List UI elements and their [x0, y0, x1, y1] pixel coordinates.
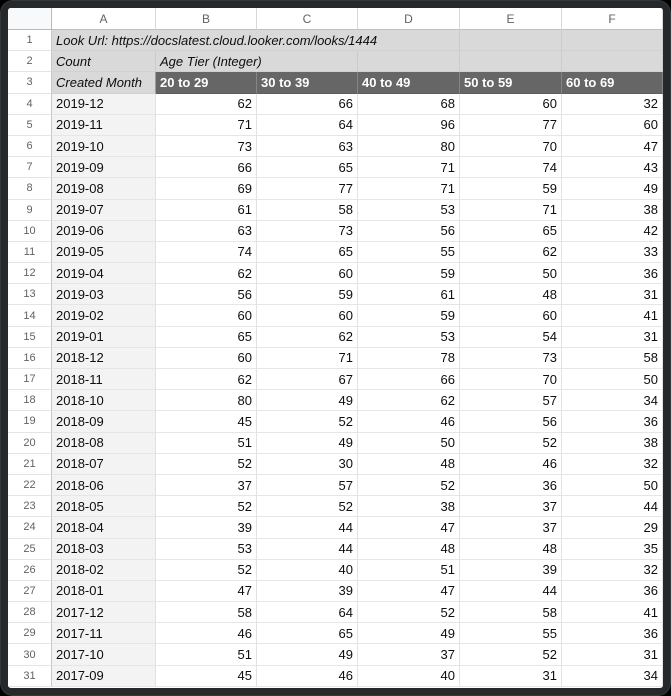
- column-header-d[interactable]: D: [358, 8, 460, 30]
- cell-E24[interactable]: 37: [460, 517, 562, 538]
- cell-E15[interactable]: 54: [460, 327, 562, 348]
- cell-E16[interactable]: 73: [460, 348, 562, 369]
- cell-F21[interactable]: 32: [562, 454, 663, 475]
- cell-D15[interactable]: 53: [358, 327, 460, 348]
- cell-F20[interactable]: 38: [562, 433, 663, 454]
- cell-C27[interactable]: 39: [257, 581, 358, 602]
- cell-B19[interactable]: 45: [156, 411, 257, 432]
- cell-D23[interactable]: 38: [358, 496, 460, 517]
- cell-E2[interactable]: [460, 51, 562, 72]
- cell-B22[interactable]: 37: [156, 475, 257, 496]
- cell-F30[interactable]: 31: [562, 644, 663, 665]
- cell-E21[interactable]: 46: [460, 454, 562, 475]
- row-number-15[interactable]: 15: [8, 327, 52, 348]
- row-number-27[interactable]: 27: [8, 581, 52, 602]
- cell-A10[interactable]: 2019-06: [52, 221, 156, 242]
- cell-C24[interactable]: 44: [257, 517, 358, 538]
- column-header-row: [8, 8, 663, 30]
- cell-E11[interactable]: 62: [460, 242, 562, 263]
- row-number-3[interactable]: 3: [8, 72, 52, 93]
- cell-F4[interactable]: 32: [562, 94, 663, 115]
- cell-A26[interactable]: 2018-02: [52, 560, 156, 581]
- cell-A23[interactable]: 2018-05: [52, 496, 156, 517]
- cell-C7[interactable]: 65: [257, 157, 358, 178]
- cell-F5[interactable]: 60: [562, 115, 663, 136]
- sheet-row-12: [8, 263, 663, 284]
- cell-E5[interactable]: 77: [460, 115, 562, 136]
- row-number-26[interactable]: 26: [8, 560, 52, 581]
- cell-F3[interactable]: 60 to 69: [562, 72, 663, 93]
- cell-D21[interactable]: 48: [358, 454, 460, 475]
- cell-A4[interactable]: 2019-12: [52, 94, 156, 115]
- cell-C5[interactable]: 64: [257, 115, 358, 136]
- cell-F16[interactable]: 58: [562, 348, 663, 369]
- cell-D19[interactable]: 46: [358, 411, 460, 432]
- sheet-row-21: [8, 454, 663, 475]
- cell-B5[interactable]: 71: [156, 115, 257, 136]
- cell-E17[interactable]: 70: [460, 369, 562, 390]
- cell-B11[interactable]: 74: [156, 242, 257, 263]
- cell-E10[interactable]: 65: [460, 221, 562, 242]
- cell-D27[interactable]: 47: [358, 581, 460, 602]
- cell-D24[interactable]: 47: [358, 517, 460, 538]
- cell-F7[interactable]: 43: [562, 157, 663, 178]
- cell-C2[interactable]: [257, 51, 358, 72]
- row-number-24[interactable]: 24: [8, 517, 52, 538]
- cell-A18[interactable]: 2018-10: [52, 390, 156, 411]
- row-number-13[interactable]: 13: [8, 284, 52, 305]
- row-number-14[interactable]: 14: [8, 305, 52, 326]
- column-header-f[interactable]: F: [562, 8, 663, 30]
- cell-C22[interactable]: 57: [257, 475, 358, 496]
- row-number-11[interactable]: 11: [8, 242, 52, 263]
- sheet-row-17: [8, 369, 663, 390]
- row-number-17[interactable]: 17: [8, 369, 52, 390]
- cell-C18[interactable]: 49: [257, 390, 358, 411]
- cell-D6[interactable]: 80: [358, 136, 460, 157]
- cell-B7[interactable]: 66: [156, 157, 257, 178]
- cell-A1[interactable]: Look Url: https://docslatest.cloud.looker.com/looks/1444: [52, 30, 156, 51]
- cell-F8[interactable]: 49: [562, 178, 663, 199]
- cell-A5[interactable]: 2019-11: [52, 115, 156, 136]
- cell-A8[interactable]: 2019-08: [52, 178, 156, 199]
- cell-C11[interactable]: 65: [257, 242, 358, 263]
- cell-D17[interactable]: 66: [358, 369, 460, 390]
- row-number-16[interactable]: 16: [8, 348, 52, 369]
- sheet-row-7: [8, 157, 663, 178]
- row-number-22[interactable]: 22: [8, 475, 52, 496]
- select-all-corner[interactable]: [8, 8, 52, 30]
- sheet-row-22: [8, 475, 663, 496]
- cell-A25[interactable]: 2018-03: [52, 539, 156, 560]
- cell-F18[interactable]: 34: [562, 390, 663, 411]
- cell-C19[interactable]: 52: [257, 411, 358, 432]
- row-number-20[interactable]: 20: [8, 433, 52, 454]
- cell-D5[interactable]: 96: [358, 115, 460, 136]
- cell-E26[interactable]: 39: [460, 560, 562, 581]
- cell-D30[interactable]: 37: [358, 644, 460, 665]
- row-number-28[interactable]: 28: [8, 602, 52, 623]
- row-number-5[interactable]: 5: [8, 115, 52, 136]
- cell-D7[interactable]: 71: [358, 157, 460, 178]
- cell-C28[interactable]: 64: [257, 602, 358, 623]
- row-number-21[interactable]: 21: [8, 454, 52, 475]
- cell-A29[interactable]: 2017-11: [52, 623, 156, 644]
- cell-B28[interactable]: 58: [156, 602, 257, 623]
- cell-E28[interactable]: 58: [460, 602, 562, 623]
- row-number-31[interactable]: 31: [8, 666, 52, 687]
- cell-A14[interactable]: 2019-02: [52, 305, 156, 326]
- cell-E6[interactable]: 70: [460, 136, 562, 157]
- cell-D10[interactable]: 56: [358, 221, 460, 242]
- cell-F29[interactable]: 36: [562, 623, 663, 644]
- cell-A12[interactable]: 2019-04: [52, 263, 156, 284]
- sheet-row-25: [8, 539, 663, 560]
- row-number-10[interactable]: 10: [8, 221, 52, 242]
- cell-D22[interactable]: 52: [358, 475, 460, 496]
- cell-B30[interactable]: 51: [156, 644, 257, 665]
- cell-E8[interactable]: 59: [460, 178, 562, 199]
- cell-C15[interactable]: 62: [257, 327, 358, 348]
- cell-E20[interactable]: 52: [460, 433, 562, 454]
- row-number-9[interactable]: 9: [8, 200, 52, 221]
- cell-E13[interactable]: 48: [460, 284, 562, 305]
- cell-B31[interactable]: 45: [156, 666, 257, 687]
- cell-F26[interactable]: 32: [562, 560, 663, 581]
- cell-D28[interactable]: 52: [358, 602, 460, 623]
- cell-F17[interactable]: 50: [562, 369, 663, 390]
- cell-B17[interactable]: 62: [156, 369, 257, 390]
- cell-C23[interactable]: 52: [257, 496, 358, 517]
- cell-A15[interactable]: 2019-01: [52, 327, 156, 348]
- sheet-row-10: [8, 221, 663, 242]
- cell-D3[interactable]: 40 to 49: [358, 72, 460, 93]
- sheet-row-26: [8, 560, 663, 581]
- column-header-a[interactable]: A: [52, 8, 156, 30]
- cell-A2[interactable]: Count: [52, 51, 156, 72]
- cell-B9[interactable]: 61: [156, 200, 257, 221]
- cell-A20[interactable]: 2018-08: [52, 433, 156, 454]
- cell-E1[interactable]: [460, 30, 562, 51]
- sheet-row-27: [8, 581, 663, 602]
- row-number-8[interactable]: 8: [8, 178, 52, 199]
- row-number-25[interactable]: 25: [8, 539, 52, 560]
- cell-A9[interactable]: 2019-07: [52, 200, 156, 221]
- cell-E31[interactable]: 31: [460, 666, 562, 687]
- cell-B4[interactable]: 62: [156, 94, 257, 115]
- cell-E19[interactable]: 56: [460, 411, 562, 432]
- cell-B29[interactable]: 46: [156, 623, 257, 644]
- cell-E7[interactable]: 74: [460, 157, 562, 178]
- sheet-row-3: [8, 72, 663, 93]
- row-number-2[interactable]: 2: [8, 51, 52, 72]
- sheet-row-31: [8, 666, 663, 687]
- cell-F11[interactable]: 33: [562, 242, 663, 263]
- cell-B15[interactable]: 65: [156, 327, 257, 348]
- sheet-row-23: [8, 496, 663, 517]
- row-number-4[interactable]: 4: [8, 94, 52, 115]
- cell-A27[interactable]: 2018-01: [52, 581, 156, 602]
- cell-E9[interactable]: 71: [460, 200, 562, 221]
- cell-A7[interactable]: 2019-09: [52, 157, 156, 178]
- cell-B23[interactable]: 52: [156, 496, 257, 517]
- cell-B16[interactable]: 60: [156, 348, 257, 369]
- cell-D13[interactable]: 61: [358, 284, 460, 305]
- cell-A17[interactable]: 2018-11: [52, 369, 156, 390]
- cell-E18[interactable]: 57: [460, 390, 562, 411]
- cell-C8[interactable]: 77: [257, 178, 358, 199]
- cell-E14[interactable]: 60: [460, 305, 562, 326]
- cell-D16[interactable]: 78: [358, 348, 460, 369]
- cell-D25[interactable]: 48: [358, 539, 460, 560]
- sheet-row-18: [8, 390, 663, 411]
- cell-B27[interactable]: 47: [156, 581, 257, 602]
- cell-C10[interactable]: 73: [257, 221, 358, 242]
- sheet-row-20: [8, 433, 663, 454]
- cell-F13[interactable]: 31: [562, 284, 663, 305]
- cell-D8[interactable]: 71: [358, 178, 460, 199]
- cell-A30[interactable]: 2017-10: [52, 644, 156, 665]
- cell-B13[interactable]: 56: [156, 284, 257, 305]
- cell-C16[interactable]: 71: [257, 348, 358, 369]
- cell-D2[interactable]: [358, 51, 460, 72]
- sheet-row-28: [8, 602, 663, 623]
- sheet-row-11: [8, 242, 663, 263]
- row-number-7[interactable]: 7: [8, 157, 52, 178]
- cell-D14[interactable]: 59: [358, 305, 460, 326]
- cell-B8[interactable]: 69: [156, 178, 257, 199]
- cell-C14[interactable]: 60: [257, 305, 358, 326]
- sheet-row-1: [8, 30, 663, 51]
- cell-B10[interactable]: 63: [156, 221, 257, 242]
- cell-A3[interactable]: Created Month: [52, 72, 156, 93]
- cell-D18[interactable]: 62: [358, 390, 460, 411]
- cell-E3[interactable]: 50 to 59: [460, 72, 562, 93]
- sheet-row-19: [8, 411, 663, 432]
- cell-C6[interactable]: 63: [257, 136, 358, 157]
- row-number-12[interactable]: 12: [8, 263, 52, 284]
- cell-E23[interactable]: 37: [460, 496, 562, 517]
- cell-B18[interactable]: 80: [156, 390, 257, 411]
- sheet-row-8: [8, 178, 663, 199]
- cell-C20[interactable]: 49: [257, 433, 358, 454]
- cell-E27[interactable]: 44: [460, 581, 562, 602]
- cell-F28[interactable]: 41: [562, 602, 663, 623]
- row-number-18[interactable]: 18: [8, 390, 52, 411]
- cell-A24[interactable]: 2018-04: [52, 517, 156, 538]
- cell-F25[interactable]: 35: [562, 539, 663, 560]
- column-header-c[interactable]: C: [257, 8, 358, 30]
- sheet-rows: [8, 30, 663, 688]
- spreadsheet: [8, 8, 663, 688]
- cell-B26[interactable]: 52: [156, 560, 257, 581]
- sheet-row-29: [8, 623, 663, 644]
- cell-A28[interactable]: 2017-12: [52, 602, 156, 623]
- cell-F14[interactable]: 41: [562, 305, 663, 326]
- cell-D12[interactable]: 59: [358, 263, 460, 284]
- cell-A21[interactable]: 2018-07: [52, 454, 156, 475]
- cell-F19[interactable]: 36: [562, 411, 663, 432]
- cell-C31[interactable]: 46: [257, 666, 358, 687]
- cell-C25[interactable]: 44: [257, 539, 358, 560]
- cell-B20[interactable]: 51: [156, 433, 257, 454]
- cell-D26[interactable]: 51: [358, 560, 460, 581]
- cell-E22[interactable]: 36: [460, 475, 562, 496]
- cell-F15[interactable]: 31: [562, 327, 663, 348]
- sheet-row-15: [8, 327, 663, 348]
- cell-D9[interactable]: 53: [358, 200, 460, 221]
- cell-A31[interactable]: 2017-09: [52, 666, 156, 687]
- cell-B25[interactable]: 53: [156, 539, 257, 560]
- sheet-row-14: [8, 305, 663, 326]
- cell-B21[interactable]: 52: [156, 454, 257, 475]
- cell-B14[interactable]: 60: [156, 305, 257, 326]
- sheet-row-2: [8, 51, 663, 72]
- column-header-b[interactable]: B: [156, 8, 257, 30]
- cell-B24[interactable]: 39: [156, 517, 257, 538]
- row-number-1[interactable]: 1: [8, 30, 52, 51]
- cell-C21[interactable]: 30: [257, 454, 358, 475]
- cell-F1[interactable]: [562, 30, 663, 51]
- cell-C13[interactable]: 59: [257, 284, 358, 305]
- cell-F27[interactable]: 36: [562, 581, 663, 602]
- cell-D29[interactable]: 49: [358, 623, 460, 644]
- cell-D4[interactable]: 68: [358, 94, 460, 115]
- cell-A16[interactable]: 2018-12: [52, 348, 156, 369]
- cell-F6[interactable]: 47: [562, 136, 663, 157]
- cell-F9[interactable]: 38: [562, 200, 663, 221]
- row-number-19[interactable]: 19: [8, 411, 52, 432]
- cell-D31[interactable]: 40: [358, 666, 460, 687]
- cell-C30[interactable]: 49: [257, 644, 358, 665]
- cell-F2[interactable]: [562, 51, 663, 72]
- cell-C12[interactable]: 60: [257, 263, 358, 284]
- cell-A11[interactable]: 2019-05: [52, 242, 156, 263]
- cell-E25[interactable]: 48: [460, 539, 562, 560]
- sheet-row-30: [8, 644, 663, 665]
- cell-B6[interactable]: 73: [156, 136, 257, 157]
- sheet-row-5: [8, 115, 663, 136]
- cell-A22[interactable]: 2018-06: [52, 475, 156, 496]
- cell-A19[interactable]: 2018-09: [52, 411, 156, 432]
- cell-B12[interactable]: 62: [156, 263, 257, 284]
- sheet-row-4: [8, 94, 663, 115]
- row-number-6[interactable]: 6: [8, 136, 52, 157]
- cell-D11[interactable]: 55: [358, 242, 460, 263]
- sheet-row-16: [8, 348, 663, 369]
- row-number-30[interactable]: 30: [8, 644, 52, 665]
- row-number-23[interactable]: 23: [8, 496, 52, 517]
- sheet-row-6: [8, 136, 663, 157]
- cell-C4[interactable]: 66: [257, 94, 358, 115]
- cell-E4[interactable]: 60: [460, 94, 562, 115]
- sheet-row-9: [8, 200, 663, 221]
- cell-F23[interactable]: 44: [562, 496, 663, 517]
- cell-F31[interactable]: 34: [562, 666, 663, 687]
- cell-F24[interactable]: 29: [562, 517, 663, 538]
- cell-E30[interactable]: 52: [460, 644, 562, 665]
- cell-E29[interactable]: 55: [460, 623, 562, 644]
- sheet-row-24: [8, 517, 663, 538]
- cell-F12[interactable]: 36: [562, 263, 663, 284]
- column-header-e[interactable]: E: [460, 8, 562, 30]
- cell-F22[interactable]: 50: [562, 475, 663, 496]
- cell-B3[interactable]: 20 to 29: [156, 72, 257, 93]
- cell-D20[interactable]: 50: [358, 433, 460, 454]
- cell-C9[interactable]: 58: [257, 200, 358, 221]
- cell-C29[interactable]: 65: [257, 623, 358, 644]
- cell-C26[interactable]: 40: [257, 560, 358, 581]
- cell-C17[interactable]: 67: [257, 369, 358, 390]
- cell-B2[interactable]: Age Tier (Integer): [156, 51, 257, 72]
- sheet-row-13: [8, 284, 663, 305]
- cell-C3[interactable]: 30 to 39: [257, 72, 358, 93]
- cell-F10[interactable]: 42: [562, 221, 663, 242]
- cell-E12[interactable]: 50: [460, 263, 562, 284]
- cell-A6[interactable]: 2019-10: [52, 136, 156, 157]
- cell-A13[interactable]: 2019-03: [52, 284, 156, 305]
- row-number-29[interactable]: 29: [8, 623, 52, 644]
